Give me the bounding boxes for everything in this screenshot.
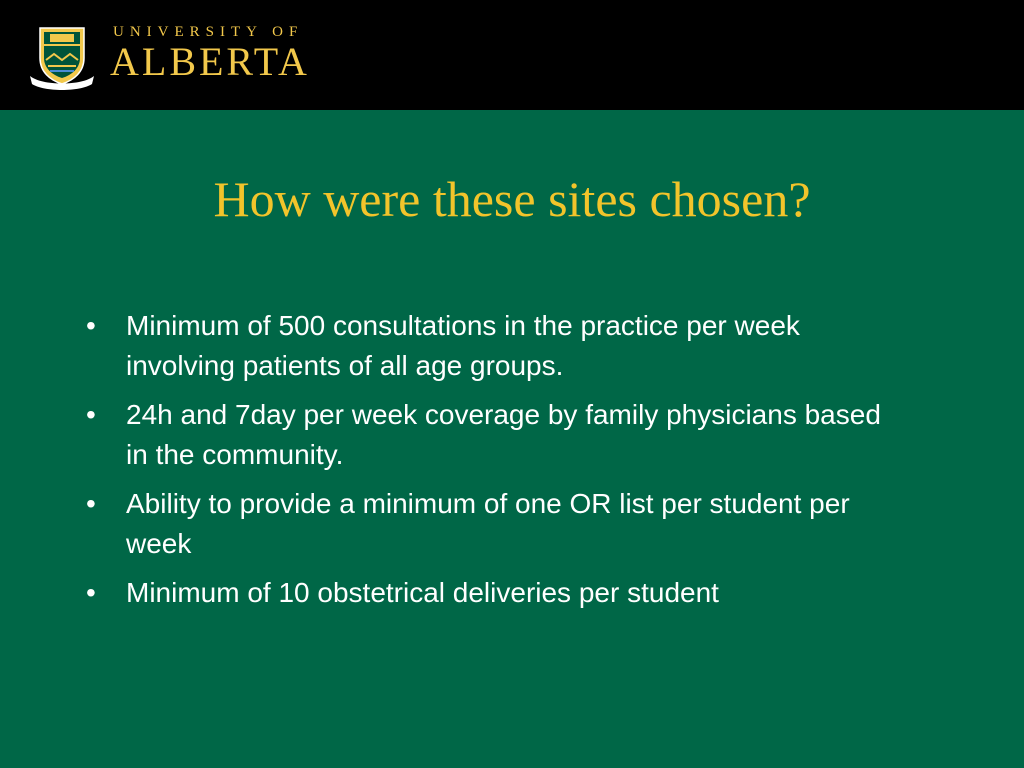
bullet-item xyxy=(86,573,886,613)
bullet-text: 24h and 7day per week coverage by family physicians based in the community. xyxy=(126,399,881,470)
slide-title: How were these sites chosen? xyxy=(213,171,811,227)
bullet-item xyxy=(86,395,886,475)
bullet-text: Ability to provide a minimum of one OR list per student per week xyxy=(126,488,850,559)
bullet-glyph: • xyxy=(86,399,96,430)
bullet-text: Minimum of 10 obstetrical deliveries per student xyxy=(126,577,719,608)
bullet-item xyxy=(86,306,886,386)
header-bar xyxy=(0,0,1024,110)
bullet-text: Minimum of 500 consultations in the practice per week involving patients of all age groups. xyxy=(126,310,800,381)
wordmark-alberta: ALBERTA xyxy=(110,39,310,84)
bullet-glyph: • xyxy=(86,488,96,519)
bullet-glyph: • xyxy=(86,577,96,608)
bullet-glyph: • xyxy=(86,310,96,341)
wordmark-university-of: UNIVERSITY OF xyxy=(113,24,304,40)
bullet-item xyxy=(86,484,886,564)
university-crest-icon xyxy=(28,24,96,90)
bullet-list xyxy=(86,306,886,622)
